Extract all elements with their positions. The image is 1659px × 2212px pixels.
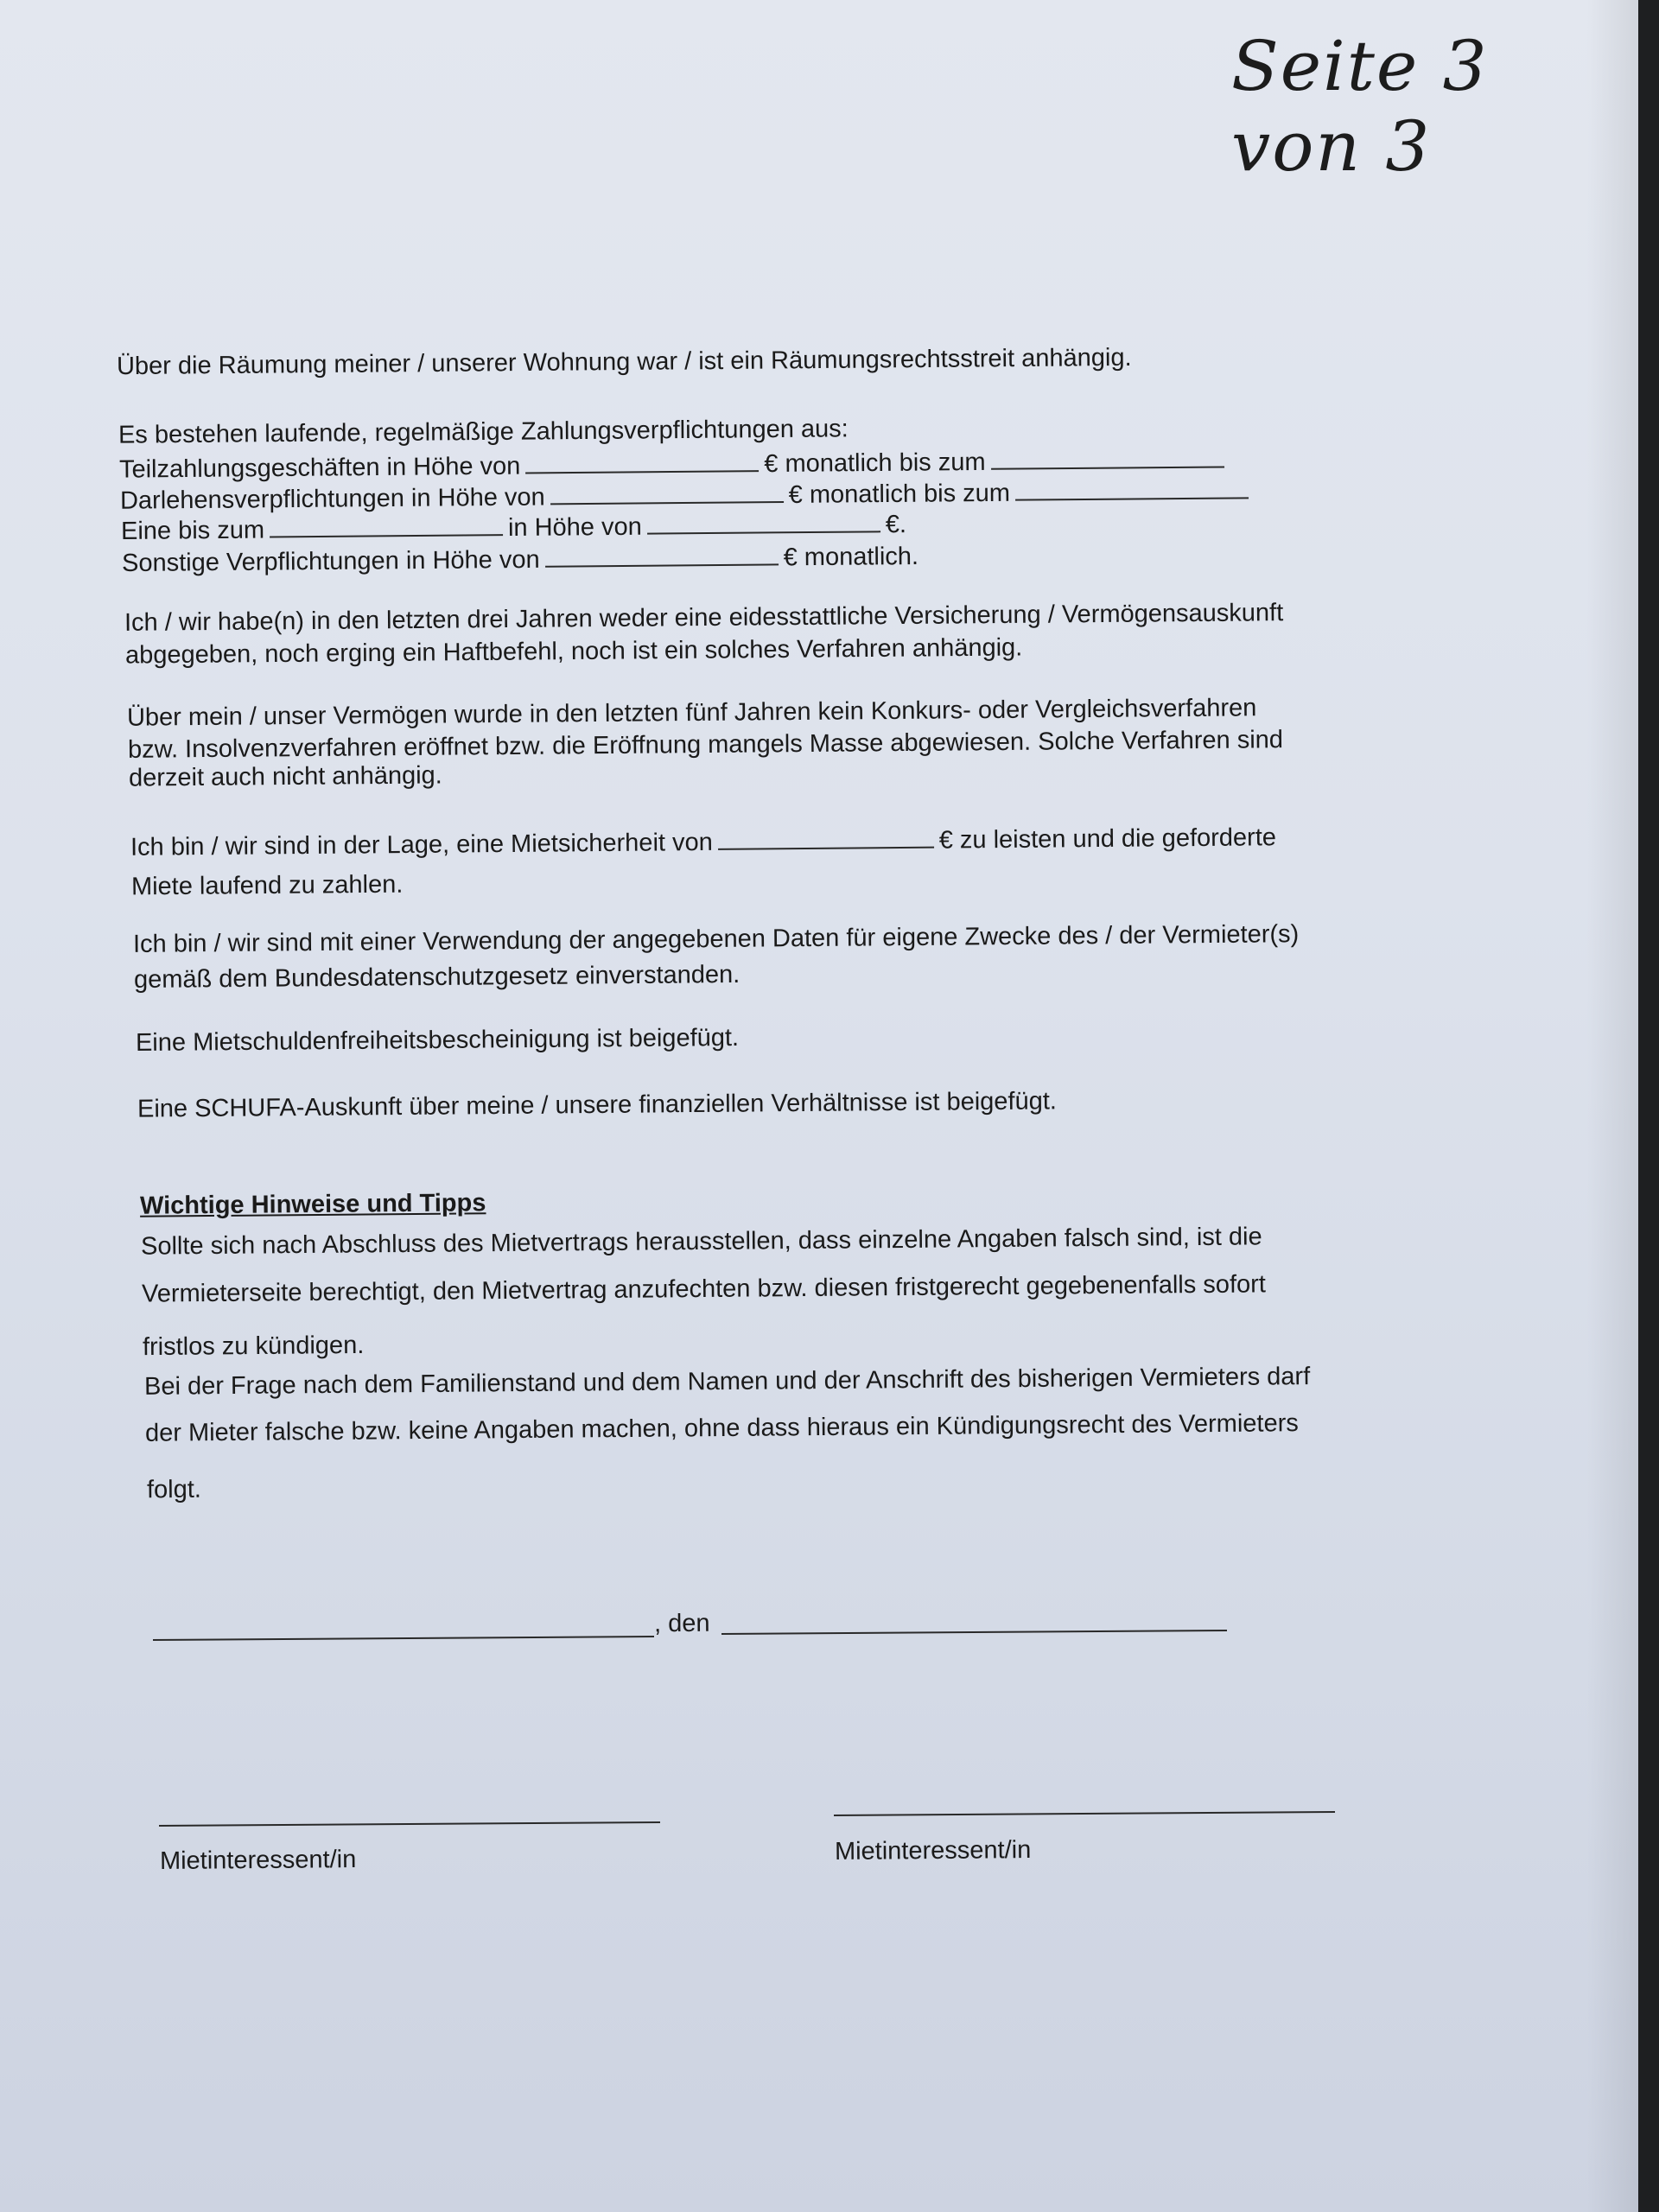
deposit-unit: € zu leisten und die geforderte [938,823,1277,855]
tips-line-5: der Mieter falsche bzw. keine Angaben machen, ohne dass hieraus ein Kündigungsrecht des Vermieters [144,1409,1299,1447]
insolvency-line-1: Über mein / unser Vermögen wurde in den letzten fünf Jahren kein Konkurs- oder Vergleichsverfahren [126,694,1257,732]
data-consent-line-2: gemäß dem Bundesdatenschutzgesetz einverstanden. [133,960,741,995]
data-consent-line-1: Ich bin / wir sind mit einer Verwendung der angegebenen Daten für eigene Zwecke des / der Vermieter(s) [132,920,1300,958]
den-label: , den [653,1609,710,1638]
installments-amount-field[interactable] [525,449,759,474]
insolvency-line-2: bzw. Insolvenzverfahren eröffnet bzw. die Eröffnung mangels Masse abgewiesen. Solche Verfahren sind [127,726,1284,764]
installments-date-field[interactable] [990,445,1224,469]
loans-amount-field[interactable] [550,480,784,505]
installments-label: Teilzahlungsgeschäften in Höhe von [118,452,521,484]
schufa-statement: Eine SCHUFA-Auskunft über meine / unsere finanziellen Verhältnisse ist beigefügt. [137,1087,1058,1123]
once-amount-label: in Höhe von [507,512,642,543]
once-amount-field[interactable] [647,510,880,534]
insolvency-line-3: derzeit auch nicht anhängig. [128,761,442,792]
other-row [122,542,918,578]
signature-line-right[interactable] [834,1811,1335,1816]
once-row [121,510,906,546]
tips-line-4: Bei der Frage nach dem Familienstand und dem Namen und der Anschrift des bisherigen Vermieters darf [143,1363,1311,1401]
date-field[interactable] [721,1630,1227,1635]
tips-line-1: Sollte sich nach Abschluss des Mietvertrags herausstellen, dass einzelne Angaben falsch sind, ist die [140,1223,1262,1261]
place-field[interactable] [153,1636,654,1641]
deposit-amount-field[interactable] [718,826,934,850]
once-label: Eine bis zum [120,516,265,545]
installments-unit: € monatlich bis zum [764,448,986,479]
payments-intro: Es bestehen laufende, regelmäßige Zahlungsverpflichtungen aus: [118,415,849,449]
eviction-statement: Über die Räumung meiner / unserer Wohnung war / ist ein Räumungsrechtsstreit anhängig. [116,343,1132,381]
loans-unit: € monatlich bis zum [788,479,1011,509]
affidavit-line-2: abgegeben, noch erging ein Haftbefehl, noch ist ein solches Verfahren anhängig. [124,633,1023,670]
other-label: Sonstige Verpflichtungen in Höhe von [121,545,540,578]
other-unit: € monatlich. [783,542,919,572]
clearance-statement: Eine Mietschuldenfreiheitsbescheinigung ist beigefügt. [135,1023,740,1058]
deposit-label: Ich bin / wir sind in der Lage, eine Mietsicherheit von [130,828,713,861]
deposit-line-2: Miete laufend zu zahlen. [130,870,404,901]
signature-line-left[interactable] [159,1821,660,1827]
tips-heading: Wichtige Hinweise und Tipps [139,1189,486,1220]
signature-label-right: Mietinteressent/in [834,1836,1032,1866]
tips-line-6: folgt. [146,1475,202,1504]
loans-label: Darlehensverpflichtungen in Höhe von [119,483,545,515]
tips-line-3: fristlos zu kündigen. [142,1331,365,1362]
other-amount-field[interactable] [545,543,779,567]
once-date-field[interactable] [270,513,503,537]
page-number-handwritten: Seite 3 von 3 [1231,26,1489,187]
loans-date-field[interactable] [1015,476,1249,500]
once-unit: €. [885,511,907,539]
affidavit-line-1: Ich / wir habe(n) in den letzten drei Jahren weder eine eidesstattliche Versicherung / Vermögensauskunft [124,599,1284,637]
signature-label-left: Mietinteressent/in [159,1846,357,1875]
deposit-row [130,823,1276,862]
tips-line-2: Vermieterseite berechtigt, den Mietvertrag anzufechten bzw. diesen fristgerecht gegebenenfalls sofort [141,1270,1267,1308]
